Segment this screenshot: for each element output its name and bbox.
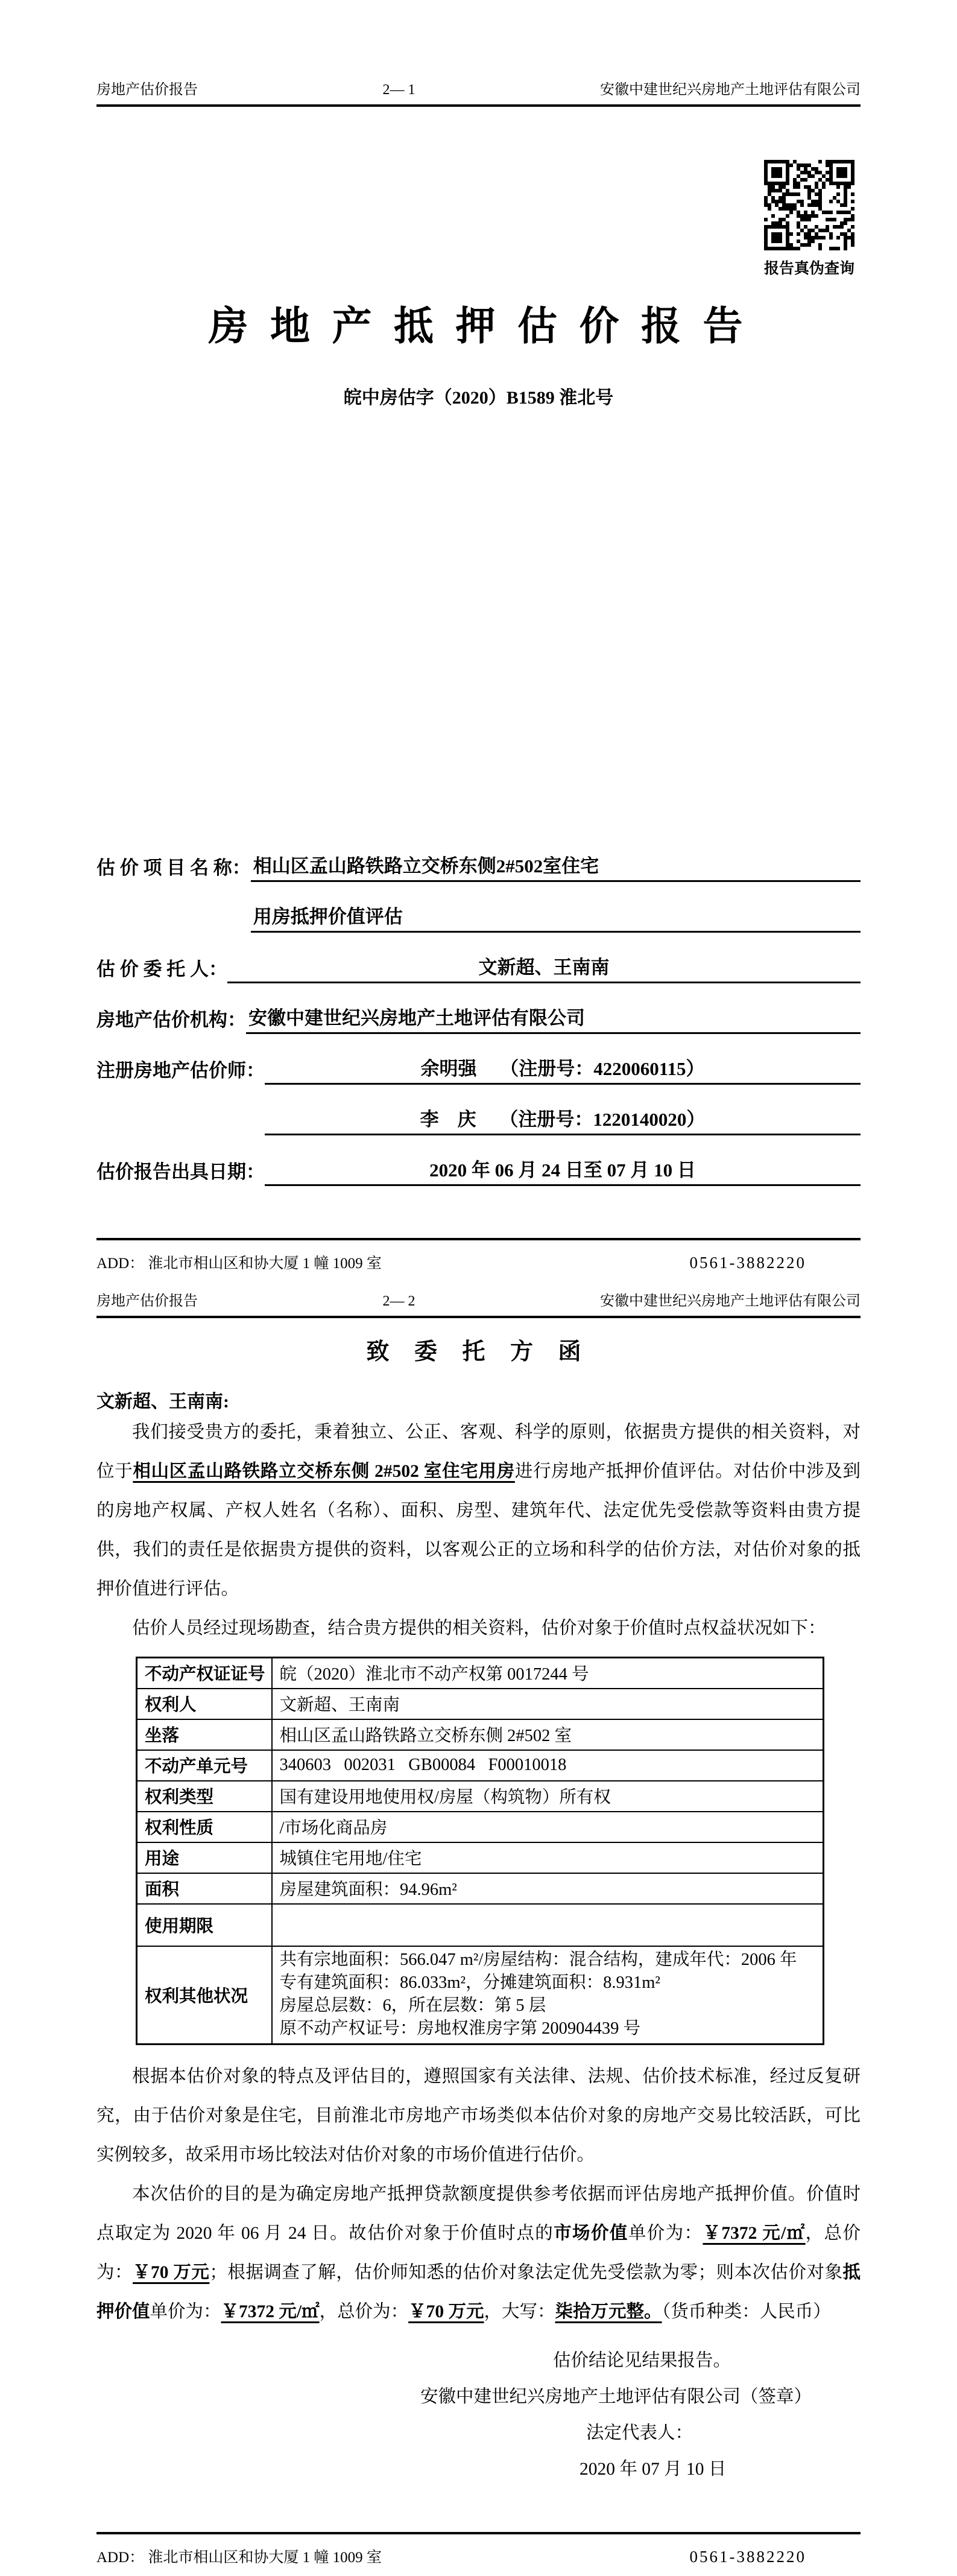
- agency-label: 房地产估价机构：: [96, 1009, 246, 1030]
- qr-caption: 报告真伪查询: [763, 261, 854, 277]
- closing-conclusion-note: 估价结论见结果报告。: [553, 2351, 731, 2370]
- closing-date: 2020 年 07 月 10 日: [580, 2460, 727, 2479]
- row-value: /市场化商品房: [272, 1812, 824, 1842]
- p4-total-price: ￥70 万元: [133, 2263, 210, 2282]
- form-row-agency: [96, 983, 861, 1034]
- project-name-value-line1: 相山区孟山路铁路立交桥东侧2#502室住宅: [251, 851, 861, 882]
- footer-address-value: 淮北市相山区和协大厦 1 幢 1009 室: [148, 1255, 382, 1272]
- p4-text: （货币种类：人民币）: [662, 2302, 831, 2321]
- rights-status-table: [136, 1657, 824, 2045]
- cover-form: [96, 831, 861, 1186]
- p4-text: ，大写：: [484, 2302, 555, 2321]
- p4-amount-in-words: 柒拾万元整。: [555, 2302, 662, 2321]
- footer-address-label: ADD：: [96, 2549, 145, 2566]
- page1-running-footer: [96, 1238, 861, 1273]
- project-name-value-line2: 用房抵押价值评估: [251, 901, 861, 933]
- row-label: 坐落: [137, 1719, 272, 1750]
- qr-code: [764, 160, 854, 250]
- closing-company-seal-line: 安徽中建世纪兴房地产土地评估有限公司（签章）: [420, 2387, 812, 2406]
- rights-other-line: 原不动产权证号：房地权淮房字第 200904439 号: [279, 2019, 641, 2038]
- letter-paragraph-3: 根据本估价对象的特点及评估目的，遵照国家有关法律、法规、估价技术标准，经过反复研究，由于估价对象是住宅，目前淮北市房地产市场类似本估价对象的房地产交易比较活跃，可比实例较多，故采用市场比较法对估价对象的市场价值进行估价。: [96, 2067, 861, 2165]
- p4-text: 本次估价的目的是为确定房地产抵押贷款额度提供参考依据而评估房地产抵押价值。价值时点取定为 2020 年 06 月 24 日。故估价对象于价值时点的: [96, 2184, 861, 2243]
- letter-title: 致 委 托 方 函: [366, 1339, 591, 1365]
- row-label: 不动产单元号: [137, 1750, 272, 1781]
- table-row: [137, 1750, 824, 1781]
- row-label: 权利人: [137, 1689, 272, 1719]
- issue-date-value: 2020 年 06 月 24 日至 07 月 10 日: [265, 1155, 861, 1186]
- rights-other-line: 专有建筑面积：86.033m²，分摊建筑面积：8.931m²: [279, 1973, 660, 1992]
- running-header-title: 房地产估价报告: [96, 82, 198, 98]
- appraiser2-value: 李 庆 （注册号：1220140020）: [265, 1104, 861, 1135]
- page-number: 2— 1: [382, 82, 415, 98]
- form-row-appraiser1: [96, 1034, 861, 1085]
- row-value: 城镇住宅用地/住宅: [272, 1842, 824, 1873]
- client-label: 估 价 委 托 人：: [96, 959, 227, 980]
- footer-address-value: 淮北市相山区和协大厦 1 幢 1009 室: [148, 2549, 382, 2566]
- form-row-appraiser2: [96, 1085, 861, 1135]
- form-row-client: [96, 933, 861, 983]
- table-row: [137, 1904, 824, 1946]
- row-label: 面积: [137, 1873, 272, 1904]
- row-value: 国有建设用地使用权/房屋（构筑物）所有权: [272, 1781, 824, 1812]
- row-value: 相山区孟山路铁路立交桥东侧 2#502 室: [272, 1719, 824, 1750]
- p1-text: 进行房地产抵押价值评估。对估价中涉及到的房地产权属、产权人姓名（名称）、面积、房型、建筑年代、法定优先受偿款等资料由贵方提供，我们的责任是依据贵方提供的资料，以客观公正的立场和科学的估价方法，对估价对象的抵押价值进行评估。: [96, 1462, 861, 1599]
- p4-text: ，总价为：: [96, 2224, 861, 2282]
- letter-salutation: 文新超、王南南:: [96, 1392, 229, 1412]
- p4-market-value-term: 市场价值: [554, 2224, 628, 2243]
- table-row: [137, 1719, 824, 1750]
- form-row-date: [96, 1135, 861, 1186]
- row-value: [272, 1946, 824, 2045]
- rights-other-line: 房屋总层数：6，所在层数：第 5 层: [279, 1996, 546, 2015]
- table-row: [137, 1689, 824, 1719]
- p1-text: 我们接受贵方的委托，秉着独立、公正、客观、科学的原则，依据贵方提供的相关资料，对位于: [96, 1423, 861, 1481]
- table-row: [137, 1658, 824, 1689]
- footer-phone: 0561-3882220: [689, 2548, 806, 2566]
- form-row-project-cont: [96, 882, 861, 933]
- table-row: [137, 1842, 824, 1873]
- row-label: 使用期限: [137, 1904, 272, 1946]
- p4-text: 单价为：: [150, 2302, 221, 2321]
- rights-other-line: 共有宗地面积：566.047 m²/房屋结构：混合结构，建成年代：2006 年: [279, 1950, 797, 1969]
- form-row-project: [96, 831, 861, 882]
- issue-date-label: 估价报告出具日期：: [96, 1161, 265, 1182]
- footer-address: [96, 1251, 382, 1273]
- row-value: 340603 002031 GB00084 F00010018: [272, 1750, 824, 1781]
- row-label: 不动产权证证号: [137, 1658, 272, 1689]
- row-value: 房屋建筑面积：94.96m²: [272, 1873, 824, 1904]
- p1-subject-highlight: 相山区孟山路铁路立交桥东侧 2#502 室住宅用房: [133, 1462, 515, 1481]
- page1-running-header: [96, 77, 861, 107]
- page-2: [96, 1289, 861, 2567]
- p4-total-price: ￥70 万元: [408, 2302, 484, 2321]
- table-row: [137, 1781, 824, 1812]
- p4-text: ，总价为：: [319, 2302, 409, 2321]
- p4-unit-price: ￥7372 元/㎡: [221, 2302, 320, 2321]
- footer-phone: 0561-3882220: [689, 1254, 806, 1272]
- page2-running-header: [96, 1289, 861, 1318]
- row-label: 权利类型: [137, 1781, 272, 1812]
- closing-legal-representative: 法定代表人：: [586, 2423, 693, 2443]
- report-number: 皖中房估字（2020）B1589 淮北号: [343, 388, 614, 408]
- row-value: 皖（2020）淮北市不动产权第 0017244 号: [272, 1658, 824, 1689]
- p4-unit-price: ￥7372 元/㎡: [703, 2224, 806, 2243]
- client-value: 文新超、王南南: [227, 952, 861, 983]
- letter-paragraph-2: 估价人员经过现场勘查，结合贵方提供的相关资料，估价对象于价值时点权益状况如下：: [132, 1619, 826, 1638]
- row-value: [272, 1904, 824, 1946]
- running-header-company: 安徽中建世纪兴房地产土地评估有限公司: [600, 82, 861, 98]
- p4-text: ；根据调查了解，估价师知悉的估价对象法定优先受偿款为零；则本次估价对象: [209, 2263, 843, 2282]
- page-1: [96, 0, 861, 1273]
- page-number: 2— 2: [382, 1293, 415, 1309]
- row-label: 权利其他状况: [137, 1946, 272, 2045]
- row-label: 权利性质: [137, 1812, 272, 1842]
- footer-address-label: ADD：: [96, 1255, 145, 1272]
- p4-text: 单价为：: [628, 2224, 703, 2243]
- row-label: 用途: [137, 1842, 272, 1873]
- running-header-company: 安徽中建世纪兴房地产土地评估有限公司: [600, 1293, 861, 1309]
- report-title: 房 地 产 抵 押 估 价 报 告: [208, 305, 749, 349]
- appraiser1-value: 余明强 （注册号：4220060115）: [265, 1053, 861, 1085]
- page2-running-footer: [96, 2532, 861, 2567]
- table-row: [137, 1946, 824, 2045]
- letter-paragraph-1: [96, 1413, 861, 1609]
- project-name-label: 估 价 项 目 名 称：: [96, 857, 251, 878]
- agency-value: 安徽中建世纪兴房地产土地评估有限公司: [246, 1003, 861, 1034]
- table-row: [137, 1812, 824, 1842]
- footer-address: [96, 2545, 382, 2567]
- qr-block: [758, 160, 861, 278]
- letter-paragraph-4: [96, 2175, 861, 2332]
- p4-mortgage-value-term: 抵押价值: [96, 2263, 861, 2321]
- appraiser-label: 注册房地产估价师：: [96, 1060, 265, 1081]
- row-value: 文新超、王南南: [272, 1689, 824, 1719]
- table-row: [137, 1873, 824, 1904]
- running-header-title: 房地产估价报告: [96, 1293, 198, 1309]
